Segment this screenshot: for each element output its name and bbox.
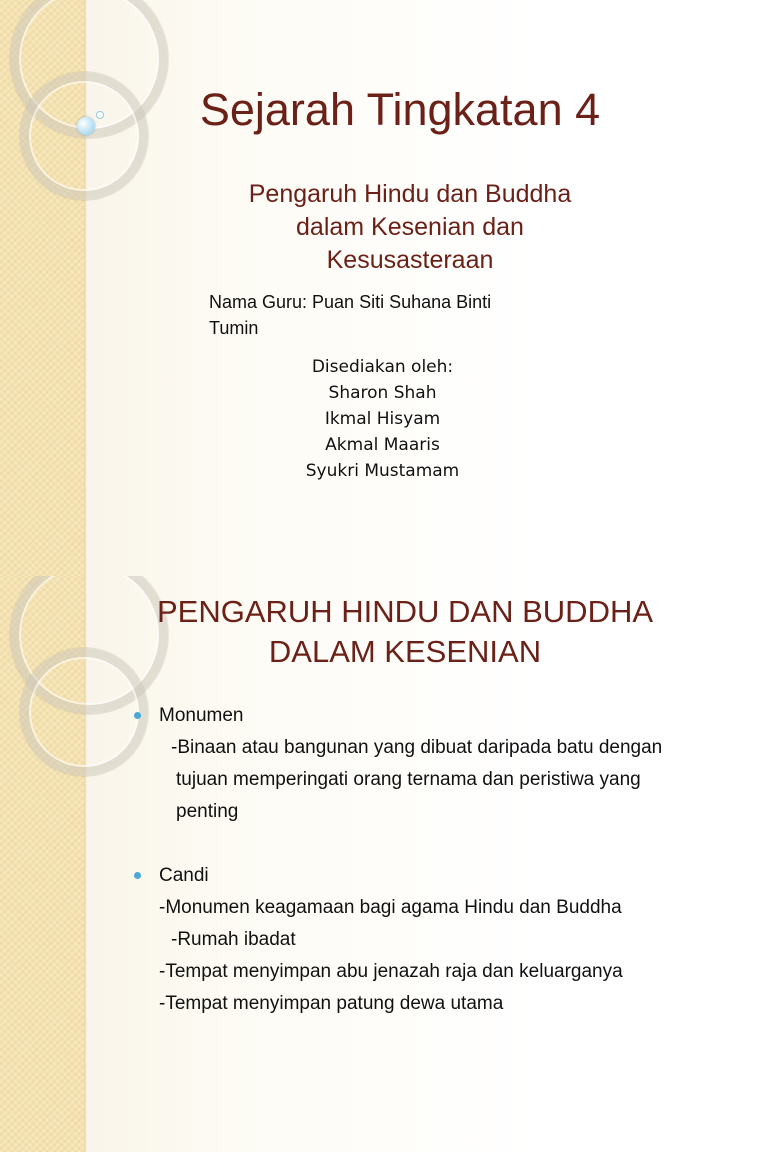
teacher-name (209, 289, 569, 341)
bullet-label: Candi (159, 865, 209, 886)
subtitle-line: Kesusasteraan (326, 246, 494, 274)
bullet-list (133, 700, 743, 1020)
prepared-by-block (260, 354, 505, 484)
slide-title: Sejarah Tingkatan 4 (199, 84, 601, 135)
author-name: Akmal Maaris (325, 435, 440, 455)
bullet-item (133, 700, 743, 732)
bullet-item (133, 860, 743, 892)
heading-line: PENGARUH HINDU DAN BUDDHA (156, 594, 654, 629)
bullet-dot-icon (134, 872, 141, 879)
bullet-detail: -Binaan atau bangunan yang dibuat daripada batu dengan (171, 737, 663, 758)
bullet-detail: -Rumah ibadat (171, 929, 296, 950)
bullet-label: Monumen (159, 705, 244, 726)
bullet-detail: -Monumen keagamaan bagi agama Hindu dan Buddha (159, 897, 622, 918)
author-name: Syukri Mustamam (305, 461, 460, 481)
decorative-ring-icon (20, 72, 148, 200)
author-name: Ikmal Hisyam (324, 409, 441, 429)
teacher-line: Tumin (209, 318, 259, 338)
author-name: Sharon Shah (328, 383, 437, 403)
subtitle-line: dalam Kesenian dan (296, 213, 524, 241)
bullet-detail: -Tempat menyimpan patung dewa utama (159, 993, 504, 1014)
subtitle-line: Pengaruh Hindu dan Buddha (248, 180, 572, 208)
bullet-dot-icon (134, 712, 141, 719)
heading-line: DALAM KESENIAN (268, 634, 542, 669)
prepared-by-label: Disediakan oleh: (311, 357, 454, 377)
bullet-detail: tujuan memperingati orang ternama dan peristiwa yang (176, 769, 641, 790)
bullet-detail: -Tempat menyimpan abu jenazah raja dan keluarganya (159, 961, 623, 982)
small-bubble-icon (96, 111, 104, 119)
slide-heading (110, 592, 700, 672)
spacer (133, 828, 743, 860)
slide-subtitle (210, 178, 610, 277)
bullet-detail: penting (176, 801, 239, 822)
bubble-icon (77, 117, 95, 135)
teacher-line: Nama Guru: Puan Siti Suhana Binti (209, 292, 492, 312)
